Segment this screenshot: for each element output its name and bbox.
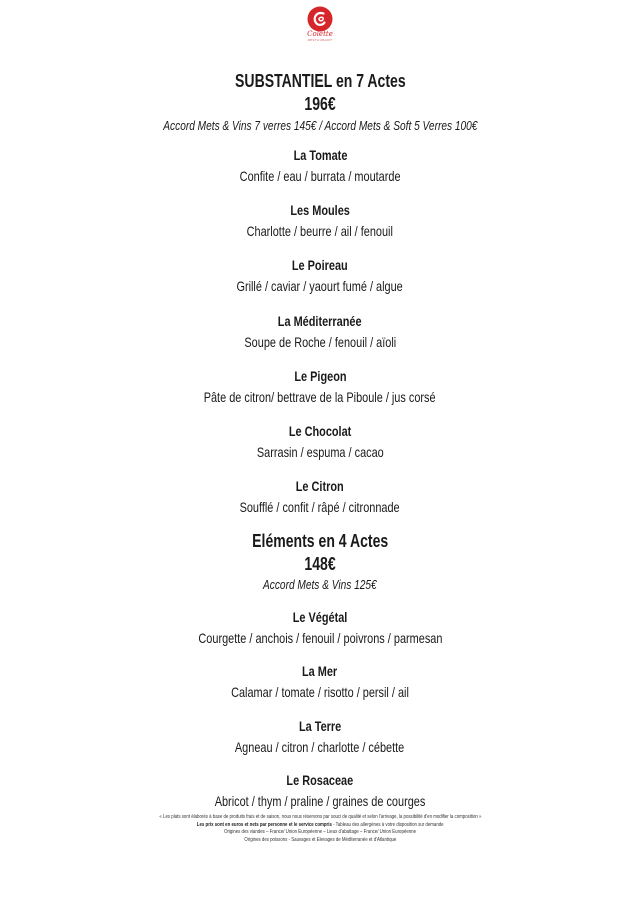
course-description: Sarrasin / espuma / cacao xyxy=(256,444,384,460)
course-name: Le Rosaceae xyxy=(286,772,354,788)
course-description: Grillé / caviar / yaourt fumé / algue xyxy=(236,278,404,294)
course-le-poireau xyxy=(0,256,640,295)
course-la-mediterranee xyxy=(0,312,640,351)
course-name: Le Citron xyxy=(296,478,344,494)
course-le-rosaceae xyxy=(0,771,640,810)
course-name: La Méditerranée xyxy=(278,313,362,329)
course-description: Calamar / tomate / risotto / persil / ail xyxy=(231,684,409,700)
course-les-moules xyxy=(0,201,640,240)
course-le-citron xyxy=(0,477,640,516)
footer-price-note: Les prix sont en euros et nets par personne et le service compris - Tableau des allergènes à votre disposition sur demande xyxy=(196,821,444,828)
course-name: Le Chocolat xyxy=(288,423,352,439)
course-description: Charlotte / beurre / ail / fenouil xyxy=(246,223,394,239)
course-name: Le Végétal xyxy=(292,609,348,625)
course-le-chocolat xyxy=(0,422,640,461)
menu-price-elements: 148€ xyxy=(304,554,336,574)
course-description: Soupe de Roche / fenouil / aïoli xyxy=(244,334,396,350)
menu-price-substantiel: 196€ xyxy=(304,94,336,114)
course-la-terre xyxy=(0,717,640,756)
course-description: Abricot / thym / praline / graines de courges xyxy=(214,793,426,809)
course-description: Agneau / citron / charlotte / cébette xyxy=(235,739,405,755)
restaurant-logo xyxy=(300,6,340,42)
menu-title-elements: Eléments en 4 Actes xyxy=(251,531,389,551)
menu-title-substantiel: SUBSTANTIEL en 7 Actes xyxy=(234,71,406,91)
footer-meat-origin: Origines des viandes – France/ Union Européenne – Lieux d'abattage – France/ Union Européenne xyxy=(224,829,416,836)
course-name: Le Pigeon xyxy=(293,368,347,384)
course-name: Les Moules xyxy=(290,202,350,218)
course-le-pigeon xyxy=(0,367,640,406)
course-la-mer xyxy=(0,662,640,701)
menu-footer xyxy=(0,814,640,844)
course-description: Confite / eau / burrata / moutarde xyxy=(239,168,401,184)
course-name: La Terre xyxy=(298,718,342,734)
colette-logo-icon xyxy=(307,6,333,32)
course-name: La Tomate xyxy=(293,147,347,163)
menu-pairing-substantiel: Accord Mets & Vins 7 verres 145€ / Accord Mets & Soft 5 Verres 100€ xyxy=(162,118,478,133)
course-description: Courgette / anchois / fenouil / poivrons / parmesan xyxy=(197,630,443,646)
footer-freshness-note: « Les plats sont élaborés à base de produits frais et de saison, nous nous réservons par souci de qualité et selon l'arrivage, la possibilité d'en modifier la composition » xyxy=(158,814,482,820)
course-description: Soufflé / confit / râpé / citronnade xyxy=(239,499,401,515)
menu-pairing-elements: Accord Mets & Vins 125€ xyxy=(263,577,377,592)
course-name: Le Poireau xyxy=(292,257,348,273)
course-le-vegetal xyxy=(0,608,640,647)
footer-fish-origin: Origines des poissons - Sauvages et Elevages de Méditerranée et d'Atlantique xyxy=(244,836,396,843)
course-description: Pâte de citron/ bettrave de la Piboule / jus corsé xyxy=(204,389,436,405)
course-name: La Mer xyxy=(302,663,338,679)
logo-name: Colette xyxy=(307,30,333,38)
logo-tagline: RESTAURANT xyxy=(307,38,333,42)
course-la-tomate xyxy=(0,146,640,185)
